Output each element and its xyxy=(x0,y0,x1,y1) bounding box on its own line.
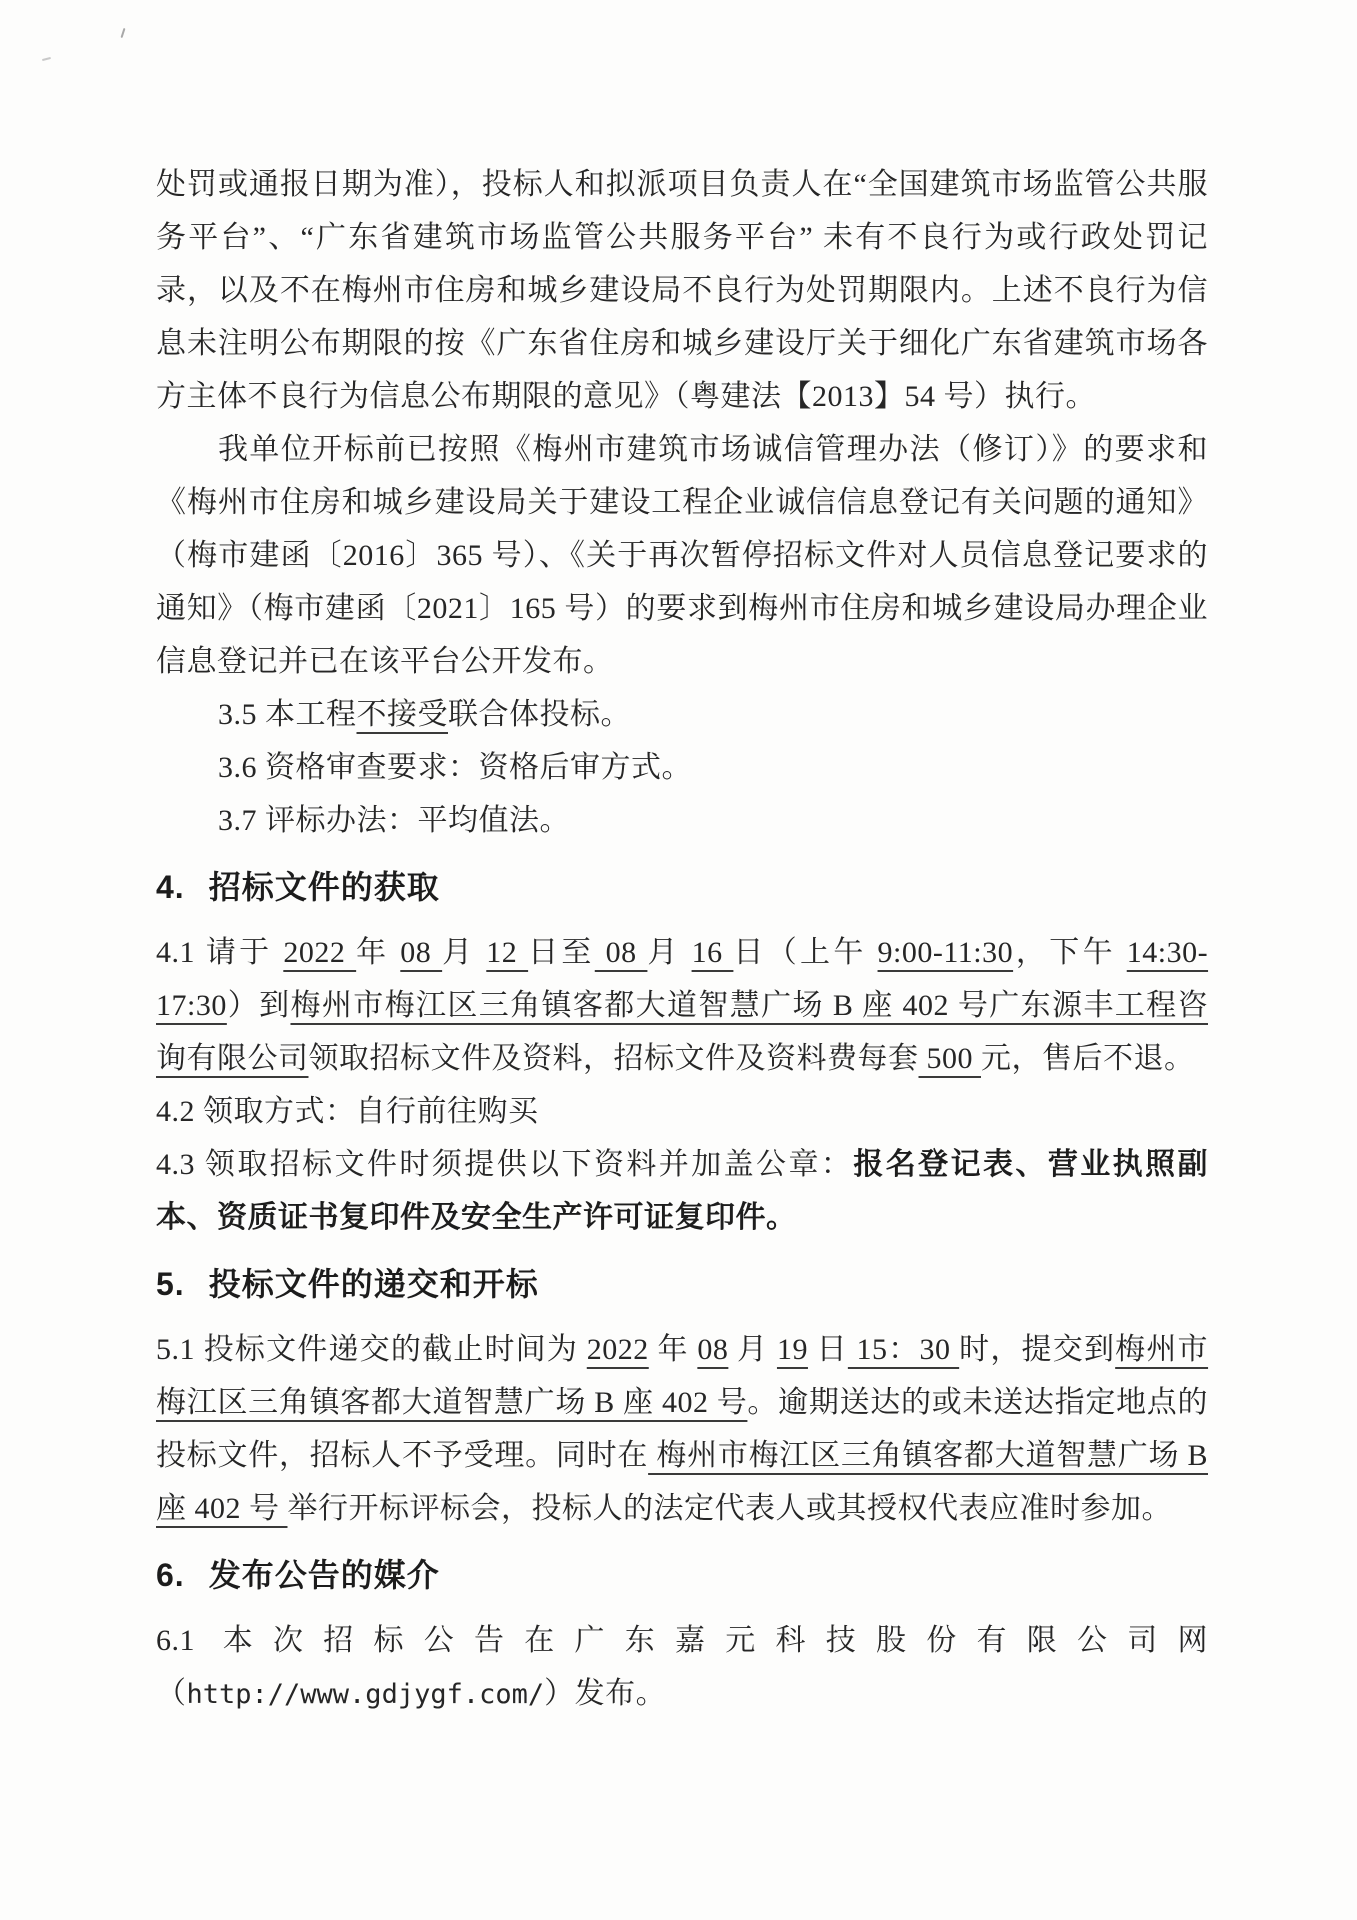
text-segment: 日至 xyxy=(528,936,595,969)
pickup-address-underlined: 梅州市梅江区三角镇客都大道智慧广场 B 座 402 号广东源丰工程咨询有限公司 xyxy=(156,989,1208,1075)
text-segment: 月 xyxy=(442,936,487,969)
text-segment: 3.7 评标办法：平均值法。 xyxy=(218,804,570,837)
text-segment: 月 xyxy=(728,1333,777,1366)
text-segment: ）到 xyxy=(226,989,291,1022)
text-segment: ）发布。 xyxy=(544,1677,667,1710)
opening-address-underlined: 梅州市梅江区三角镇客都大道智慧广场 B 座 402 号 xyxy=(156,1439,1208,1525)
text-segment: 日 xyxy=(807,1333,848,1366)
announcement-website-url: http://www.gdjygf.com/ xyxy=(186,1679,545,1710)
text-segment: 时，提交到 xyxy=(959,1333,1116,1366)
clause-4-1 xyxy=(156,926,1208,1085)
document-content xyxy=(156,158,1208,1721)
end-day-value: 16 xyxy=(691,936,734,969)
clause-3-7 xyxy=(156,794,1208,847)
text-segment: 4.1 请于 xyxy=(156,936,284,969)
start-month-value: 08 xyxy=(400,936,443,969)
paragraph-bad-behavior-records xyxy=(156,158,1208,423)
morning-hours-value: 9:00-11:30 xyxy=(877,936,1014,969)
start-day-value: 12 xyxy=(486,936,529,969)
deadline-month-value: 08 xyxy=(697,1333,729,1366)
text-segment: 。逾期送达的或未送达指定地点的投标文件，招标人不予受理。同时在 xyxy=(156,1386,1209,1472)
scan-speck-2 xyxy=(42,57,51,61)
text-segment: ，下午 xyxy=(1013,936,1127,969)
section-number: 5. xyxy=(156,1266,185,1302)
end-month-value: 08 xyxy=(594,936,648,969)
text-segment: 5.1 投标文件递交的截止时间为 xyxy=(156,1333,587,1366)
heading-section-6 xyxy=(156,1549,1208,1602)
paragraph-credit-registration xyxy=(156,423,1208,688)
text-segment: 4.2 领取方式：自行前往购买 xyxy=(156,1095,539,1128)
section-number: 4. xyxy=(156,869,185,905)
text-segment: 年 xyxy=(356,936,401,969)
no-consortium-underlined: 不接受 xyxy=(356,698,448,731)
section-title: 发布公告的媒介 xyxy=(208,1557,440,1593)
year-value: 2022 xyxy=(283,936,357,969)
clause-3-5 xyxy=(156,688,1208,741)
text-segment: 元，售后不退。 xyxy=(981,1042,1195,1075)
text-segment: 日（上午 xyxy=(733,936,878,969)
text-segment: 3.5 本工程 xyxy=(218,698,357,731)
text-segment: 处罚或通报日期为准），投标人和拟派项目负责人在“全国建筑市场监管公共服务平台”、“广东省建筑市场监管公共服务平台” 未有不良行为或行政处罚记录，以及不在梅州市住房和城乡建设局不良行为处罚期限内。上述不良行为信息未注明公布期限的按《广东省住房和城乡建设厅关于细化广东省建筑市场各方主体不良行为信息公布期限的意见》（粤建法【2013】54 号）执行。 xyxy=(156,168,1208,413)
deadline-day-value: 19 xyxy=(776,1333,808,1366)
text-segment: 6.1 本次招标公告在广东嘉元科技股份有限公司网（ xyxy=(156,1624,1208,1710)
section-title: 投标文件的递交和开标 xyxy=(208,1266,539,1302)
text-segment: 举行开标评标会，投标人的法定代表人或其授权代表应准时参加。 xyxy=(287,1492,1172,1525)
deadline-year-value: 2022 xyxy=(586,1333,649,1366)
text-segment: 月 xyxy=(647,936,692,969)
text-segment: 我单位开标前已按照《梅州市建筑市场诚信管理办法（修订）》的要求和《梅州市住房和城乡建设局关于建设工程企业诚信信息登记有关问题的通知》（梅市建函〔2016〕365 号）、《关于再次暂停招标文件对人员信息登记要求的通知》（梅市建函〔2021〕165 号）的要求到梅州市住房和城乡建设局办理企业信息登记并已在该平台公开发布。 xyxy=(156,433,1208,678)
clause-3-6 xyxy=(156,741,1208,794)
section-title: 招标文件的获取 xyxy=(208,869,440,905)
tender-fee-value: 500 xyxy=(918,1042,981,1075)
clause-4-2 xyxy=(156,1085,1208,1138)
text-segment: 领取招标文件及资料，招标文件及资料费每套 xyxy=(308,1042,919,1075)
clause-4-3 xyxy=(156,1138,1208,1244)
clause-5-1 xyxy=(156,1323,1208,1535)
heading-section-4 xyxy=(156,861,1208,914)
afternoon-hours-value: 14:30-17:30 xyxy=(156,936,1209,1022)
heading-section-5 xyxy=(156,1258,1208,1311)
clause-6-1 xyxy=(156,1614,1208,1721)
text-segment: 4.3 领取招标文件时须提供以下资料并加盖公章： xyxy=(156,1148,854,1181)
text-segment: 联合体投标。 xyxy=(448,698,631,731)
deadline-time-value: 15：30 xyxy=(847,1333,960,1366)
text-segment: 3.6 资格审查要求：资格后审方式。 xyxy=(218,751,692,784)
submission-address-underlined: 梅州市梅江区三角镇客都大道智慧广场 B 座 402 号 xyxy=(156,1333,1209,1419)
section-number: 6. xyxy=(156,1557,185,1593)
required-documents-bold: 报名登记表、营业执照副本、资质证书复印件及安全生产许可证复印件。 xyxy=(156,1148,1209,1234)
scan-speck-1 xyxy=(121,28,126,38)
text-segment: 年 xyxy=(648,1333,698,1366)
